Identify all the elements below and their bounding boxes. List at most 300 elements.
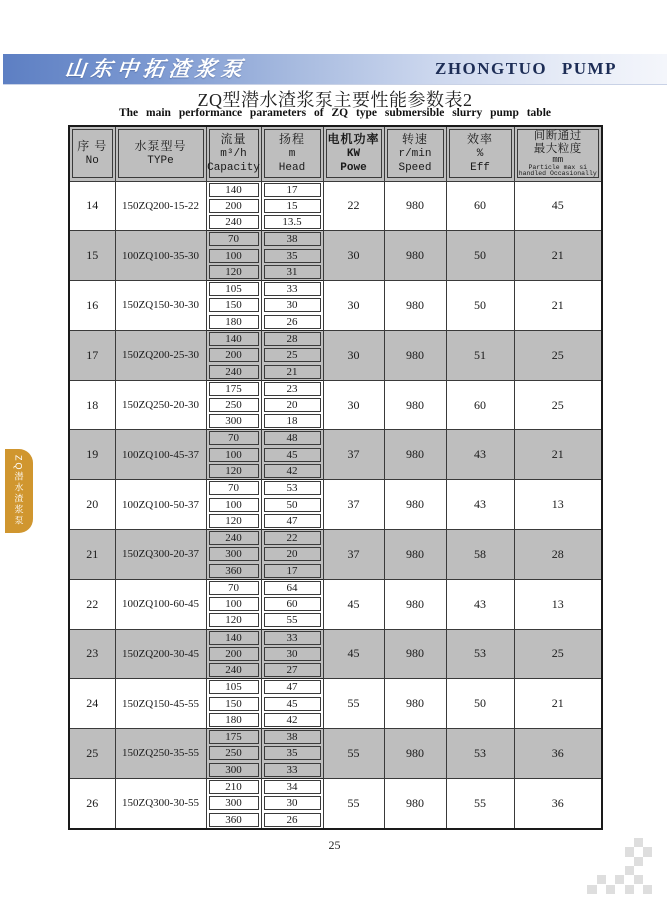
head-value: 23 — [264, 382, 321, 396]
capacity-value: 120 — [209, 613, 259, 627]
power-value: 30 — [323, 281, 384, 331]
capacity-cell — [206, 214, 261, 231]
head-cell — [261, 778, 323, 795]
capacity-cell — [206, 579, 261, 596]
head-cell — [261, 695, 323, 712]
head-cell — [261, 762, 323, 779]
column-header-box — [209, 129, 259, 178]
capacity-cell — [206, 529, 261, 546]
head-value: 17 — [264, 183, 321, 197]
head-cell — [261, 795, 323, 812]
column-header-zh: 最大粒度 — [533, 142, 582, 155]
column-header-en: Capacity — [207, 162, 260, 175]
capacity-value: 210 — [209, 780, 259, 794]
pump-model: 150ZQ150-45-55 — [115, 679, 206, 729]
power-value: 37 — [323, 480, 384, 530]
column-header — [446, 126, 514, 181]
head-value: 25 — [264, 348, 321, 362]
column-header-box — [517, 129, 600, 178]
capacity-value: 120 — [209, 514, 259, 528]
column-header — [514, 126, 602, 181]
column-header — [69, 126, 115, 181]
capacity-value: 140 — [209, 332, 259, 346]
efficiency-value: 60 — [446, 380, 514, 430]
column-header-zh: 电机功率 — [327, 132, 380, 147]
pump-model: 100ZQ100-60-45 — [115, 579, 206, 629]
particle-value: 36 — [514, 778, 602, 829]
capacity-value: 70 — [209, 232, 259, 246]
table-row — [69, 679, 602, 696]
speed-value: 980 — [384, 579, 446, 629]
table-row — [69, 480, 602, 497]
checker-square — [625, 847, 634, 856]
head-value: 33 — [264, 282, 321, 296]
head-cell — [261, 297, 323, 314]
particle-value: 25 — [514, 330, 602, 380]
capacity-value: 105 — [209, 282, 259, 296]
head-cell — [261, 347, 323, 364]
pump-model: 100ZQ100-50-37 — [115, 480, 206, 530]
table-row — [69, 629, 602, 646]
page-number: 25 — [328, 838, 341, 852]
capacity-cell — [206, 463, 261, 480]
row-no: 26 — [69, 778, 115, 829]
head-value: 26 — [264, 813, 321, 827]
capacity-value: 140 — [209, 183, 259, 197]
column-header-small: handled Occasionally — [518, 170, 597, 178]
capacity-cell — [206, 612, 261, 629]
particle-value: 13 — [514, 579, 602, 629]
column-header-zh: 扬程 — [278, 132, 305, 147]
head-value: 20 — [264, 398, 321, 412]
capacity-value: 70 — [209, 481, 259, 495]
row-no: 23 — [69, 629, 115, 679]
particle-value: 36 — [514, 729, 602, 779]
head-value: 27 — [264, 663, 321, 677]
row-no: 16 — [69, 281, 115, 331]
head-value: 21 — [264, 365, 321, 379]
capacity-value: 100 — [209, 498, 259, 512]
head-value: 31 — [264, 265, 321, 279]
particle-value: 21 — [514, 231, 602, 281]
checker-square — [643, 885, 652, 894]
head-value: 35 — [264, 249, 321, 263]
brand-name: ZHONGTUO PUMP — [435, 59, 617, 78]
head-value: 55 — [264, 613, 321, 627]
column-header-en: m³/h — [220, 148, 247, 161]
head-cell — [261, 579, 323, 596]
column-header-zh: 流量 — [220, 132, 247, 147]
head-cell — [261, 330, 323, 347]
head-cell — [261, 413, 323, 430]
speed-value: 980 — [384, 380, 446, 430]
row-no: 18 — [69, 380, 115, 430]
head-value: 47 — [264, 680, 321, 694]
table-row — [69, 529, 602, 546]
column-header-en: KW — [346, 148, 361, 161]
table-row — [69, 231, 602, 248]
head-cell — [261, 812, 323, 829]
capacity-value: 100 — [209, 448, 259, 462]
column-header-small: Particle max si — [528, 163, 587, 171]
capacity-cell — [206, 397, 261, 414]
column-header-zh: 转速 — [401, 132, 428, 147]
side-tab — [5, 449, 33, 533]
head-value: 45 — [264, 697, 321, 711]
row-no: 15 — [69, 231, 115, 281]
checker-square — [606, 885, 615, 894]
head-value: 30 — [264, 647, 321, 661]
column-header-zh: 水泵型号 — [134, 139, 187, 154]
head-cell — [261, 430, 323, 447]
capacity-value: 120 — [209, 464, 259, 478]
efficiency-value: 43 — [446, 480, 514, 530]
table-body — [69, 181, 602, 829]
head-value: 45 — [264, 448, 321, 462]
particle-value: 28 — [514, 529, 602, 579]
table-header — [69, 126, 602, 181]
head-value: 38 — [264, 730, 321, 744]
capacity-value: 240 — [209, 531, 259, 545]
capacity-cell — [206, 264, 261, 281]
head-cell — [261, 612, 323, 629]
capacity-cell — [206, 447, 261, 464]
head-value: 50 — [264, 498, 321, 512]
row-no: 24 — [69, 679, 115, 729]
power-value: 22 — [323, 181, 384, 231]
column-header-box — [326, 129, 382, 178]
checker-square — [587, 885, 596, 894]
power-value: 55 — [323, 729, 384, 779]
head-value: 42 — [264, 464, 321, 478]
power-value: 55 — [323, 778, 384, 829]
capacity-cell — [206, 247, 261, 264]
head-value: 47 — [264, 514, 321, 528]
head-value: 60 — [264, 597, 321, 611]
head-cell — [261, 629, 323, 646]
capacity-cell — [206, 181, 261, 198]
pump-model: 150ZQ200-30-45 — [115, 629, 206, 679]
capacity-cell — [206, 812, 261, 829]
power-value: 30 — [323, 380, 384, 430]
power-value: 45 — [323, 579, 384, 629]
column-header-box — [387, 129, 444, 178]
side-tab-label: ZQ潜水渣浆泵 — [13, 455, 24, 527]
head-value: 13.5 — [264, 215, 321, 229]
head-value: 30 — [264, 298, 321, 312]
efficiency-value: 53 — [446, 729, 514, 779]
efficiency-value: 43 — [446, 430, 514, 480]
head-cell — [261, 463, 323, 480]
capacity-cell — [206, 347, 261, 364]
head-cell — [261, 596, 323, 613]
capacity-cell — [206, 430, 261, 447]
head-cell — [261, 281, 323, 298]
capacity-value: 175 — [209, 730, 259, 744]
head-value: 48 — [264, 431, 321, 445]
column-header-en: Speed — [398, 162, 432, 175]
table-row — [69, 281, 602, 298]
row-no: 19 — [69, 430, 115, 480]
pump-model: 150ZQ250-35-55 — [115, 729, 206, 779]
checker-square — [625, 866, 634, 875]
particle-value: 21 — [514, 281, 602, 331]
checker-square — [634, 875, 643, 884]
head-value: 42 — [264, 713, 321, 727]
capacity-value: 300 — [209, 763, 259, 777]
speed-value: 980 — [384, 281, 446, 331]
performance-table — [68, 125, 603, 830]
capacity-cell — [206, 364, 261, 381]
column-header-zh: 效率 — [466, 132, 493, 147]
capacity-value: 140 — [209, 631, 259, 645]
efficiency-value: 51 — [446, 330, 514, 380]
column-header-box — [72, 129, 113, 178]
head-cell — [261, 662, 323, 679]
capacity-value: 100 — [209, 249, 259, 263]
capacity-cell — [206, 281, 261, 298]
capacity-cell — [206, 646, 261, 663]
column-header-en: TYPe — [147, 155, 174, 168]
capacity-value: 120 — [209, 265, 259, 279]
page-title: ZQ型潜水渣浆泵主要性能参数表2 — [197, 90, 473, 110]
efficiency-value: 50 — [446, 281, 514, 331]
capacity-value: 105 — [209, 680, 259, 694]
head-value: 17 — [264, 564, 321, 578]
table-header-row — [69, 126, 602, 181]
head-cell — [261, 513, 323, 530]
speed-value: 980 — [384, 529, 446, 579]
page-subtitle: The main performance parameters of ZQ type submersible slurry pump table — [118, 107, 552, 119]
table-row — [69, 380, 602, 397]
particle-value: 45 — [514, 181, 602, 231]
capacity-value: 70 — [209, 431, 259, 445]
head-cell — [261, 314, 323, 331]
column-header-zh: 序 号 — [77, 139, 108, 154]
capacity-cell — [206, 480, 261, 497]
checker-decoration — [578, 838, 658, 896]
speed-value: 980 — [384, 729, 446, 779]
head-value: 38 — [264, 232, 321, 246]
capacity-value: 150 — [209, 298, 259, 312]
head-cell — [261, 231, 323, 248]
table-row — [69, 330, 602, 347]
row-no: 20 — [69, 480, 115, 530]
column-header-en: No — [85, 155, 99, 168]
checker-square — [634, 838, 643, 847]
table-row — [69, 579, 602, 596]
capacity-cell — [206, 314, 261, 331]
capacity-value: 100 — [209, 597, 259, 611]
efficiency-value: 50 — [446, 231, 514, 281]
column-header-en: mm — [552, 154, 564, 165]
capacity-cell — [206, 198, 261, 215]
capacity-cell — [206, 662, 261, 679]
efficiency-value: 53 — [446, 629, 514, 679]
head-cell — [261, 264, 323, 281]
head-value: 33 — [264, 763, 321, 777]
capacity-value: 150 — [209, 697, 259, 711]
particle-value: 21 — [514, 430, 602, 480]
head-cell — [261, 745, 323, 762]
row-no: 17 — [69, 330, 115, 380]
head-cell — [261, 247, 323, 264]
speed-value: 980 — [384, 430, 446, 480]
efficiency-value: 55 — [446, 778, 514, 829]
head-value: 28 — [264, 332, 321, 346]
column-header-box — [449, 129, 512, 178]
capacity-value: 175 — [209, 382, 259, 396]
particle-value: 25 — [514, 629, 602, 679]
speed-value: 980 — [384, 679, 446, 729]
capacity-cell — [206, 712, 261, 729]
company-logo-calligraphy: 山东中拓渣浆泵 — [63, 57, 249, 81]
capacity-cell — [206, 762, 261, 779]
head-cell — [261, 679, 323, 696]
speed-value: 980 — [384, 231, 446, 281]
column-header — [384, 126, 446, 181]
checker-square — [625, 885, 634, 894]
checker-square — [634, 857, 643, 866]
particle-value: 21 — [514, 679, 602, 729]
pump-model: 100ZQ100-45-37 — [115, 430, 206, 480]
capacity-value: 70 — [209, 581, 259, 595]
head-value: 34 — [264, 780, 321, 794]
head-cell — [261, 646, 323, 663]
head-cell — [261, 546, 323, 563]
capacity-value: 180 — [209, 713, 259, 727]
capacity-cell — [206, 496, 261, 513]
efficiency-value: 60 — [446, 181, 514, 231]
table-row — [69, 430, 602, 447]
table-row — [69, 181, 602, 198]
head-cell — [261, 198, 323, 215]
capacity-value: 200 — [209, 647, 259, 661]
pump-model: 100ZQ100-35-30 — [115, 231, 206, 281]
capacity-cell — [206, 330, 261, 347]
head-value: 15 — [264, 199, 321, 213]
head-value: 35 — [264, 746, 321, 760]
capacity-cell — [206, 695, 261, 712]
speed-value: 980 — [384, 480, 446, 530]
capacity-cell — [206, 729, 261, 746]
capacity-cell — [206, 596, 261, 613]
head-cell — [261, 181, 323, 198]
particle-value: 25 — [514, 380, 602, 430]
efficiency-value: 58 — [446, 529, 514, 579]
head-cell — [261, 397, 323, 414]
capacity-cell — [206, 231, 261, 248]
speed-value: 980 — [384, 778, 446, 829]
table-row — [69, 778, 602, 795]
header-band — [3, 54, 667, 85]
head-value: 26 — [264, 315, 321, 329]
checker-square — [597, 875, 606, 884]
pump-model: 150ZQ300-20-37 — [115, 529, 206, 579]
column-header — [261, 126, 323, 181]
column-header-box — [118, 129, 204, 178]
head-cell — [261, 480, 323, 497]
capacity-value: 300 — [209, 796, 259, 810]
speed-value: 980 — [384, 629, 446, 679]
capacity-cell — [206, 297, 261, 314]
head-value: 33 — [264, 631, 321, 645]
row-no: 21 — [69, 529, 115, 579]
capacity-value: 240 — [209, 365, 259, 379]
power-value: 37 — [323, 529, 384, 579]
pump-model: 150ZQ150-30-30 — [115, 281, 206, 331]
column-header — [206, 126, 261, 181]
capacity-value: 200 — [209, 199, 259, 213]
efficiency-value: 50 — [446, 679, 514, 729]
column-header — [323, 126, 384, 181]
checker-square — [615, 875, 624, 884]
capacity-value: 300 — [209, 547, 259, 561]
column-header-en: Head — [278, 162, 306, 175]
power-value: 30 — [323, 231, 384, 281]
column-header-en: m — [288, 148, 296, 161]
pump-model: 150ZQ300-30-55 — [115, 778, 206, 829]
capacity-value: 200 — [209, 348, 259, 362]
power-value: 45 — [323, 629, 384, 679]
row-no: 25 — [69, 729, 115, 779]
capacity-cell — [206, 380, 261, 397]
column-header-box — [264, 129, 321, 178]
capacity-value: 250 — [209, 746, 259, 760]
speed-value: 980 — [384, 181, 446, 231]
head-cell — [261, 529, 323, 546]
capacity-value: 240 — [209, 663, 259, 677]
power-value: 30 — [323, 330, 384, 380]
capacity-cell — [206, 629, 261, 646]
capacity-cell — [206, 563, 261, 580]
head-cell — [261, 447, 323, 464]
head-cell — [261, 214, 323, 231]
capacity-value: 180 — [209, 315, 259, 329]
pump-model: 150ZQ250-20-30 — [115, 380, 206, 430]
particle-value: 13 — [514, 480, 602, 530]
head-cell — [261, 729, 323, 746]
column-header-en: % — [476, 148, 484, 161]
pump-model: 150ZQ200-15-22 — [115, 181, 206, 231]
capacity-value: 360 — [209, 813, 259, 827]
column-header-en: Powe — [340, 162, 367, 175]
head-value: 64 — [264, 581, 321, 595]
head-cell — [261, 563, 323, 580]
head-cell — [261, 496, 323, 513]
capacity-cell — [206, 513, 261, 530]
row-no: 22 — [69, 579, 115, 629]
power-value: 55 — [323, 679, 384, 729]
checker-square — [643, 847, 652, 856]
capacity-cell — [206, 745, 261, 762]
column-header-en: r/min — [398, 148, 432, 161]
head-cell — [261, 364, 323, 381]
speed-value: 980 — [384, 330, 446, 380]
capacity-value: 250 — [209, 398, 259, 412]
pump-model: 150ZQ200-25-30 — [115, 330, 206, 380]
power-value: 37 — [323, 430, 384, 480]
head-cell — [261, 380, 323, 397]
head-value: 20 — [264, 547, 321, 561]
column-header-zh: 间断通过 — [533, 129, 582, 142]
efficiency-value: 43 — [446, 579, 514, 629]
row-no: 14 — [69, 181, 115, 231]
capacity-value: 240 — [209, 215, 259, 229]
head-value: 18 — [264, 414, 321, 428]
capacity-cell — [206, 413, 261, 430]
column-header-en: Eff — [470, 162, 490, 175]
